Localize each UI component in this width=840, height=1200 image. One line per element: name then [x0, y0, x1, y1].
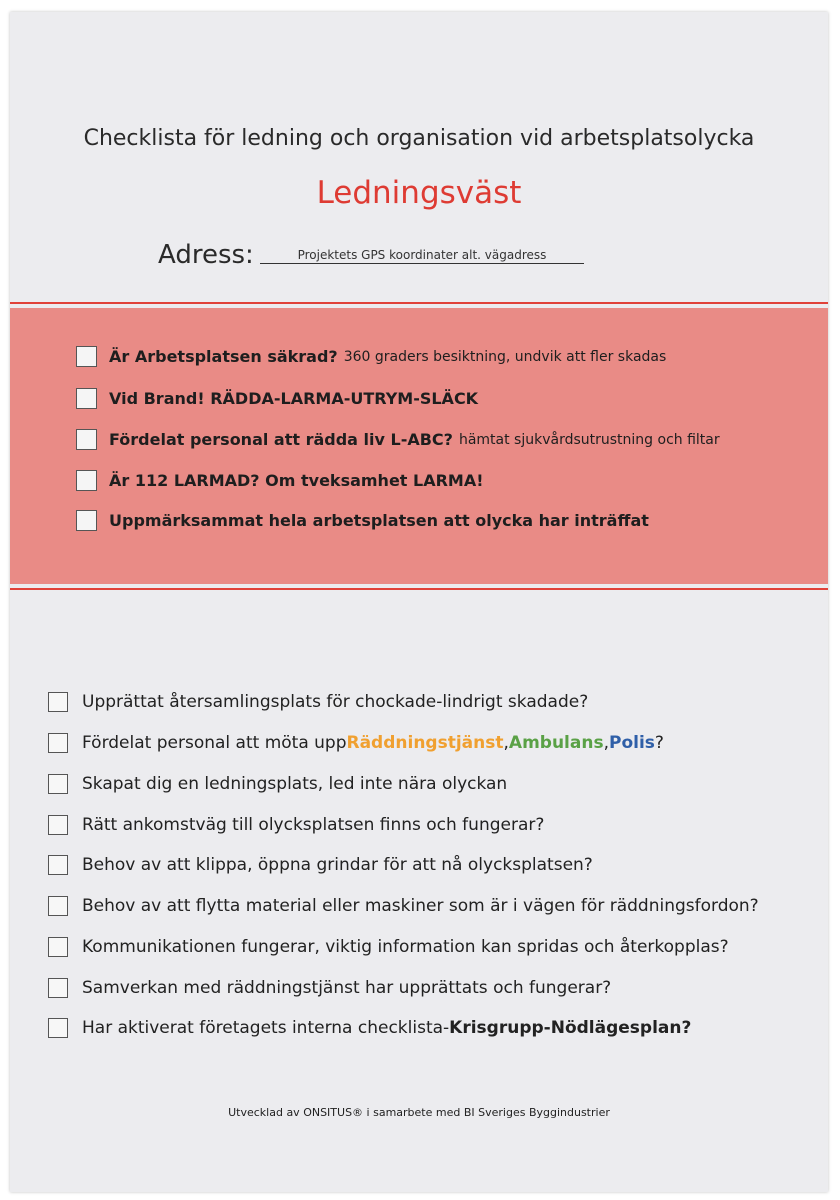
raddningstjanst-label: Räddningstjänst	[346, 733, 504, 753]
address-label: Adress:	[158, 240, 254, 270]
list-item	[48, 815, 544, 835]
priority-item	[76, 429, 720, 450]
priority-item-bold: Är 112 LARMAD? Om tveksamhet LARMA!	[109, 471, 484, 490]
list-item-text: Fördelat personal att möta upp	[82, 733, 347, 753]
checkbox[interactable]	[76, 429, 97, 450]
separator: ,	[503, 733, 509, 753]
checkbox[interactable]	[48, 733, 68, 753]
band-top-line	[10, 302, 828, 304]
priority-item	[76, 388, 478, 409]
list-item-text: Behov av att klippa, öppna grindar för att nå olycksplatsen?	[82, 855, 593, 875]
priority-item	[76, 470, 484, 491]
separator: ,	[603, 733, 609, 753]
list-item-bold: Krisgrupp-Nödlägesplan?	[449, 1018, 692, 1038]
list-item	[48, 855, 593, 875]
list-item	[48, 896, 759, 916]
polis-label: Polis	[608, 733, 655, 753]
band-bottom-line	[10, 588, 828, 590]
footer-credit: Utvecklad av ONSITUS® i samarbete med BI Sveriges Byggindustrier	[228, 1106, 610, 1119]
checkbox[interactable]	[76, 388, 97, 409]
list-item-text: Kommunikationen fungerar, viktig information kan spridas och återkopplas?	[82, 937, 729, 957]
checkbox[interactable]	[48, 937, 68, 957]
priority-item-bold: Vid Brand! RÄDDA-LARMA-UTRYM-SLÄCK	[109, 389, 479, 408]
priority-item-bold: Fördelat personal att rädda liv L-ABC?	[109, 430, 453, 449]
checkbox[interactable]	[48, 774, 68, 794]
list-item	[48, 733, 664, 753]
list-item-text: Har aktiverat företagets interna checklista-	[82, 1018, 450, 1038]
checkbox[interactable]	[48, 815, 68, 835]
checkbox[interactable]	[48, 978, 68, 998]
list-item-text: Skapat dig en ledningsplats, led inte nära olyckan	[82, 774, 508, 794]
ambulans-label: Ambulans	[508, 733, 604, 753]
checkbox[interactable]	[48, 692, 68, 712]
priority-item	[76, 346, 666, 367]
checkbox[interactable]	[48, 855, 68, 875]
document-heading: Ledningsväst	[316, 175, 522, 211]
list-item-text: Samverkan med räddningstjänst har upprättats och fungerar?	[82, 978, 612, 998]
list-item	[48, 937, 729, 957]
priority-item-note: 360 graders besiktning, undvik att fler skadas	[343, 348, 667, 365]
address-field[interactable]: Projektets GPS koordinater alt. vägadress	[260, 248, 584, 264]
list-item	[48, 774, 507, 794]
checkbox[interactable]	[76, 346, 97, 367]
list-item	[48, 978, 611, 998]
priority-item	[76, 510, 649, 531]
priority-item-note: hämtat sjukvårdsutrustning och filtar	[458, 431, 720, 448]
list-item-text: Rätt ankomstväg till olycksplatsen finns och fungerar?	[82, 815, 545, 835]
checkbox[interactable]	[76, 470, 97, 491]
list-item	[48, 1018, 691, 1038]
document-title: Checklista för ledning och organisation vid arbetsplatsolycka	[83, 126, 755, 151]
list-item-text: Upprättat återsamlingsplats för chockade-lindrigt skadade?	[82, 692, 589, 712]
checklist-sheet	[10, 12, 828, 1192]
checkbox[interactable]	[76, 510, 97, 531]
checkbox[interactable]	[48, 1018, 68, 1038]
checkbox[interactable]	[48, 896, 68, 916]
priority-item-bold: Är Arbetsplatsen säkrad?	[109, 347, 338, 366]
list-item-text: Behov av att flytta material eller maskiner som är i vägen för räddningsfordon?	[82, 896, 759, 916]
priority-item-bold: Uppmärksammat hela arbetsplatsen att olycka har inträffat	[109, 511, 649, 530]
list-item	[48, 692, 588, 712]
suffix: ?	[654, 733, 664, 753]
